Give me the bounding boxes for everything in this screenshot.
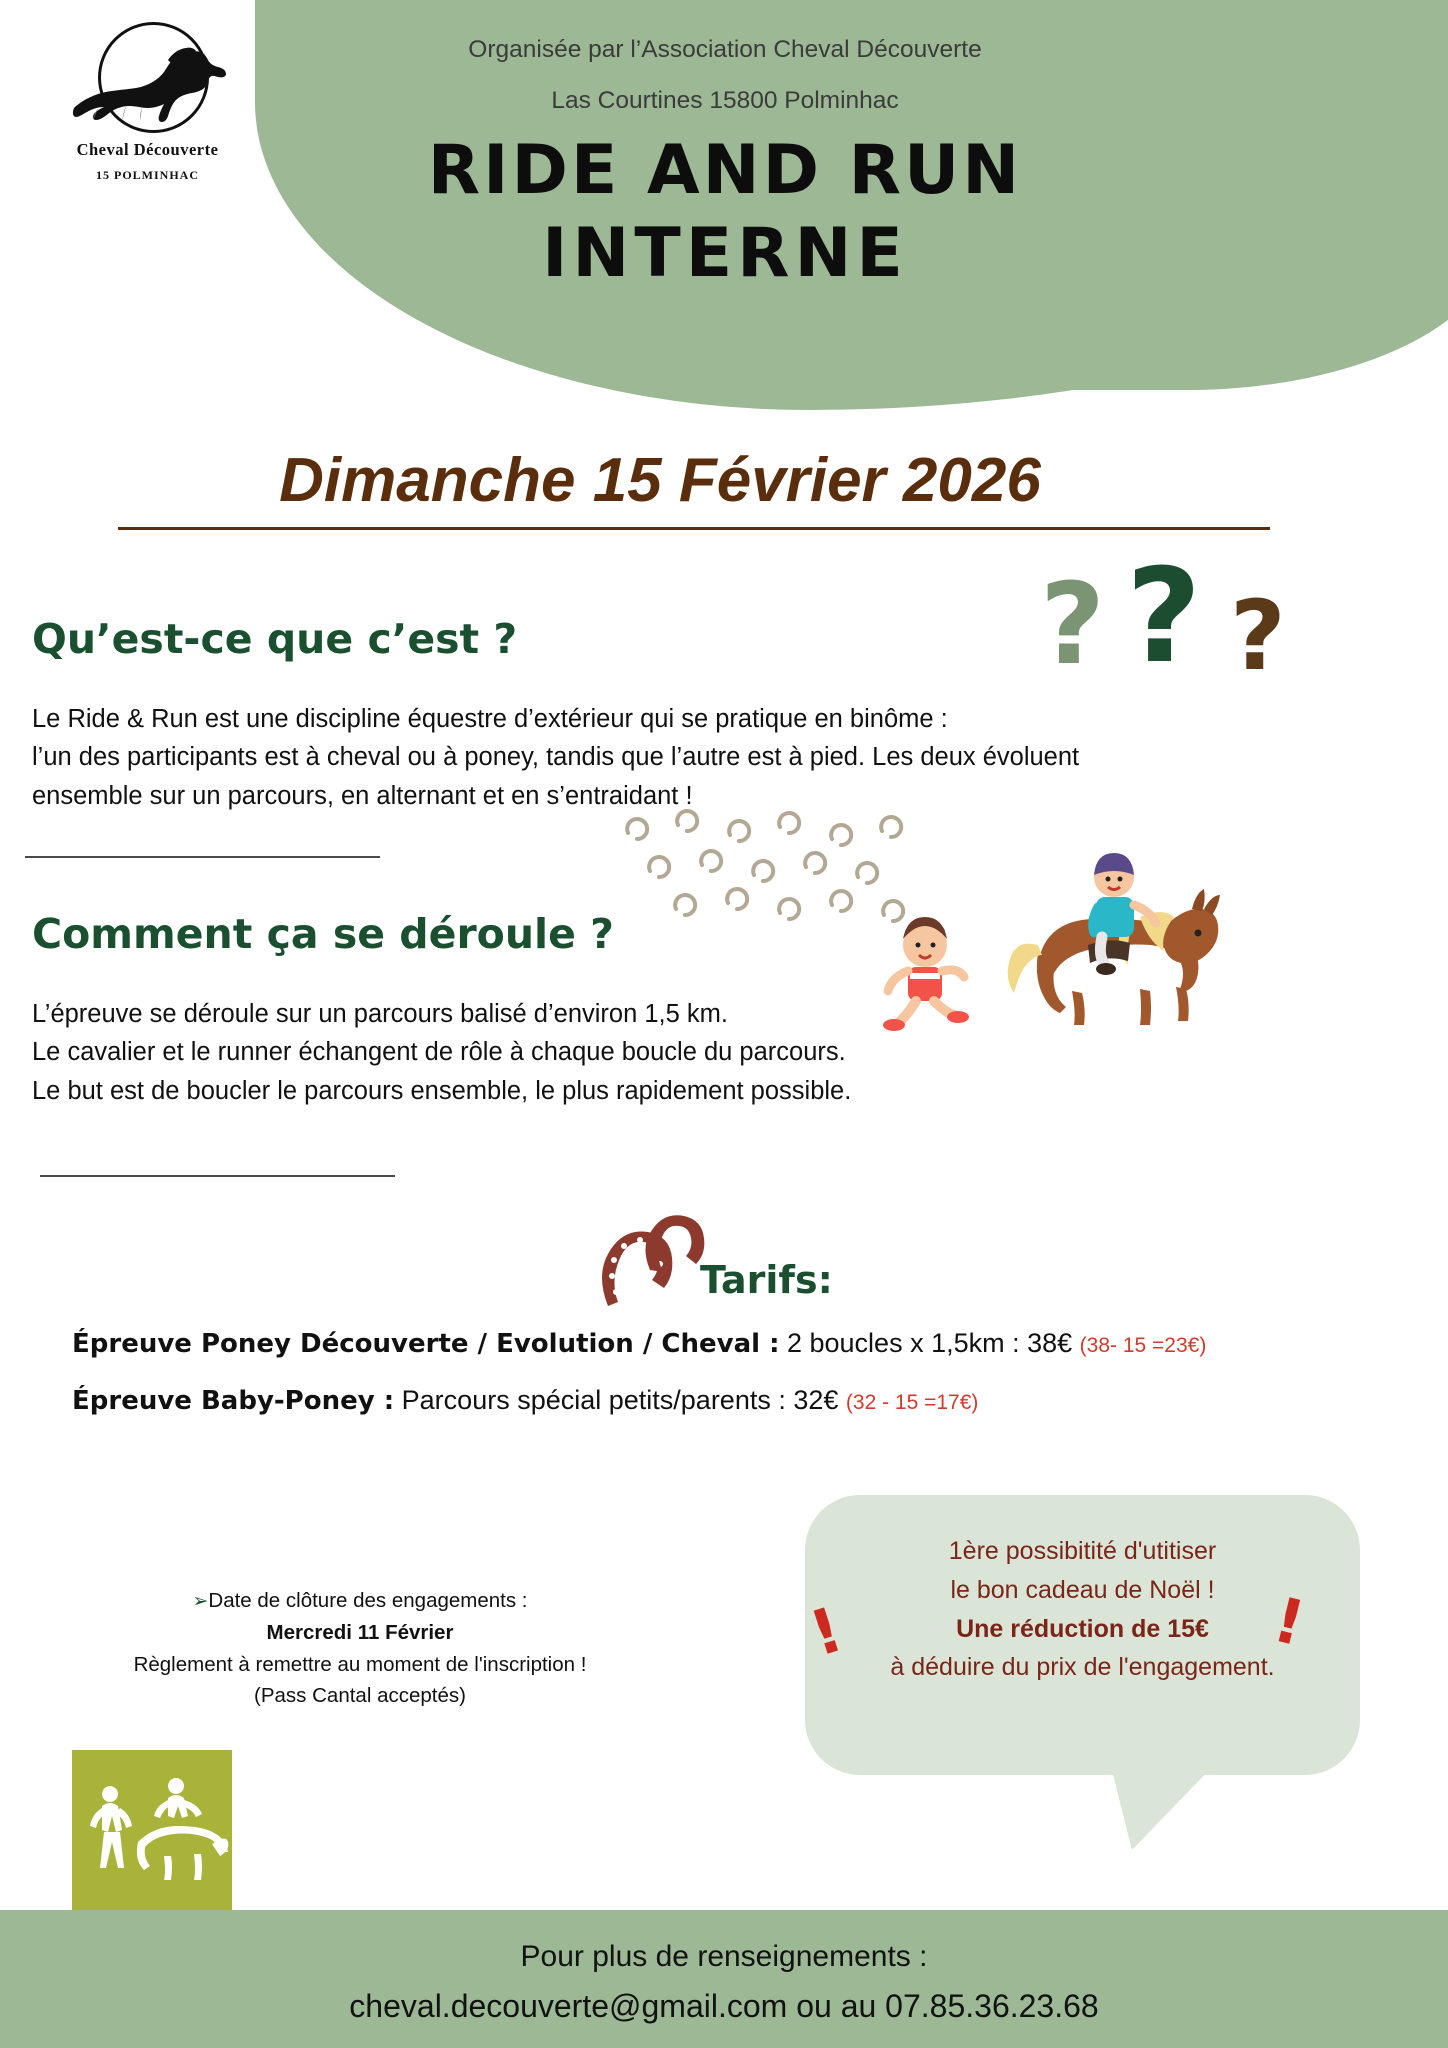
section-1-line-1: Le Ride & Run est une discipline équestre d’extérieur qui se pratique en binôme : [32, 705, 948, 733]
footer-bar [0, 1910, 1448, 2048]
event-date: Dimanche 15 Février 2026 [279, 446, 1041, 515]
ride-and-run-pictogram-icon [72, 1750, 232, 1910]
event-date-underline [118, 527, 1270, 530]
tarif-label: Épreuve Poney Découverte / Evolution / Cheval : [72, 1329, 780, 1359]
horseshoe-icon [590, 1210, 710, 1315]
promo-line-2: le bon cadeau de Noël ! [950, 1575, 1215, 1604]
tarif-row [72, 1328, 1206, 1359]
section-title-how-it-works: Comment ça se déroule ? [32, 910, 614, 958]
logo-sub-text: 15 POLMINHAC [96, 168, 199, 182]
closing-line-4: (Pass Cantal acceptés) [254, 1684, 466, 1708]
footer-line-2: cheval.decouverte@gmail.com ou au 07.85.36.23.68 [349, 1988, 1099, 2024]
closing-line-2: Mercredi 11 Février [266, 1620, 454, 1644]
closing-line-1 [75, 1585, 645, 1617]
promo-speech-bubble-tail [1087, 1735, 1243, 1850]
promo-line-3: Une réduction de 15€ [956, 1614, 1209, 1643]
tarif-label: Épreuve Baby-Poney : [72, 1386, 395, 1416]
section-body-what-is-it [32, 700, 1352, 815]
section-2-line-3: Le but est de boucler le parcours ensemble, le plus rapidement possible. [32, 1076, 852, 1105]
logo-name-text: Cheval Découverte [76, 140, 219, 159]
tarif-note: (38- 15 =23€) [1079, 1334, 1207, 1357]
tarif-note: (32 - 15 =17€) [845, 1391, 979, 1414]
question-marks-decoration [1040, 540, 1360, 700]
page-title-line-1: RIDE AND RUN [427, 131, 1023, 210]
question-mark-icon-1: ? [1040, 560, 1105, 690]
organizer-line-1: Organisée par l’Association Cheval Découverte [468, 36, 982, 63]
section-title-what-is-it: Qu’est-ce que c’est ? [32, 615, 518, 663]
question-mark-icon-3: ? [1230, 580, 1286, 692]
promo-bubble-text [830, 1532, 1335, 1687]
tarif-value: 2 boucles x 1,5km : 38€ [779, 1328, 1080, 1358]
arrow-icon: ➢ [192, 1591, 209, 1612]
closing-date-block [75, 1585, 645, 1712]
tarif-value: Parcours spécial petits/parents : 32€ [394, 1385, 846, 1415]
question-mark-icon-2: ? [1126, 540, 1202, 692]
divider-2 [40, 1175, 395, 1177]
organizer-line-2: Las Courtines 15800 Polminhac [551, 87, 899, 114]
footer-line-1: Pour plus de renseignements : [520, 1940, 928, 1973]
section-body-how-it-works [32, 995, 1182, 1110]
divider-1 [25, 856, 380, 858]
page-title-line-2: INTERNE [542, 213, 908, 293]
page-title [205, 130, 1245, 296]
closing-line-3: Règlement à remettre au moment de l'inscription ! [133, 1652, 587, 1676]
exclamation-icon-right: ! [1266, 1582, 1312, 1661]
promo-line-1: 1ère possibitité d'utitiser [948, 1537, 1217, 1565]
section-2-line-1: L’épreuve se déroule sur un parcours balisé d’environ 1,5 km. [32, 1000, 728, 1028]
promo-line-4: à déduire du prix de l'engagement. [890, 1653, 1275, 1682]
tarifs-heading: Tarifs: [700, 1258, 833, 1302]
exclamation-icon-left: ! [801, 1592, 851, 1671]
section-2-line-2: Le cavalier et le runner échangent de rôle à chaque boucle du parcours. [32, 1038, 846, 1067]
tarif-row [72, 1385, 978, 1416]
section-1-line-2: l’un des participants est à cheval ou à poney, tandis que l’autre est à pied. Les deux évoluent [32, 743, 1080, 772]
closing-line-1-text: Date de clôture des engagements : [208, 1589, 528, 1612]
section-1-line-3: ensemble sur un parcours, en alternant et en s’entraidant ! [32, 781, 693, 810]
